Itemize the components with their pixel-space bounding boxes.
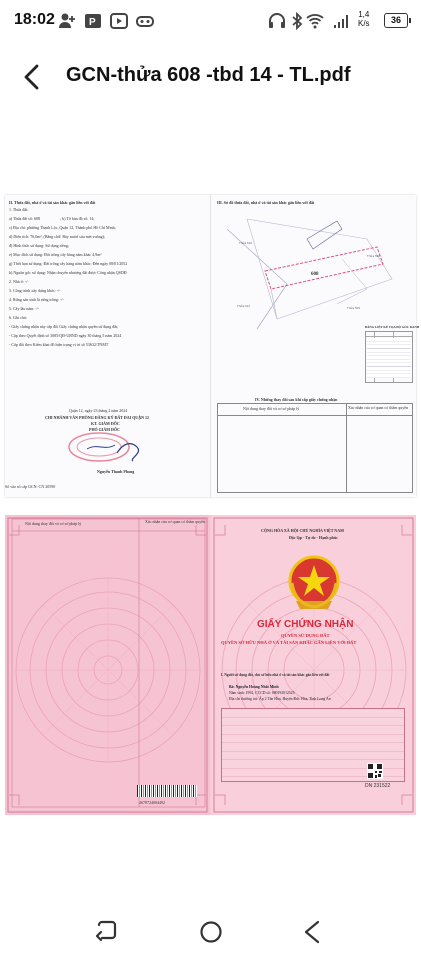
net-speed [358, 10, 370, 28]
barcode [137, 785, 197, 797]
status-time: 18:02 [14, 11, 55, 28]
signature-date: Quận 12, ngày 23 tháng 2 năm 2024 [69, 408, 128, 413]
parcel-number-label: 608 [311, 272, 319, 277]
owner-address: Địa chỉ thường trú: Ấp 2 Tân Hòa, Huyện Đức Hòa, Tỉnh Long An [229, 697, 331, 701]
app-bar [0, 52, 421, 102]
land-info-line: g) Thời hạn sử dụng: Đất trồng cây hàng năm khác: Đến ngày 08/01/2052 [9, 261, 128, 266]
recent-apps-icon[interactable] [94, 919, 120, 945]
net-speed-unit: K/s [358, 19, 370, 28]
signature-role2: PHÓ GIÁM ĐỐC [89, 427, 120, 432]
video-icon [110, 12, 128, 30]
document-title: GCN-thửa 608 -tbd 14 - TL.pdf [66, 64, 351, 86]
svg-text:Thửa 612: Thửa 612 [237, 304, 251, 308]
serial-number: DN 231522 [365, 783, 391, 789]
land-info-line: d) Diện tích: 76,0m², (Bằng chữ: Bảy mươi sáu mét vuông); [9, 234, 106, 239]
land-info-line: đ) Hình thức sử dụng: Sử dụng riêng; [9, 243, 69, 248]
section-iii-heading: III. Sơ đồ thửa đất, nhà ở và tài sản khác gắn liền với đất [217, 200, 315, 205]
battery-icon: 36 [384, 13, 408, 28]
land-info-line: a) Thửa đất số: 608 ; b) Tờ bản đồ số: 14; [9, 216, 95, 221]
motto: Độc lập - Tự do - Hạnh phúc [289, 535, 338, 540]
changes-table [217, 403, 413, 493]
back-arrow-icon[interactable] [20, 64, 46, 90]
signer-name: Nguyễn Thanh Phong [97, 469, 135, 474]
home-icon[interactable] [198, 919, 224, 945]
game-controller-icon [136, 12, 154, 30]
svg-text:Thửa 598: Thửa 598 [367, 254, 381, 258]
coords-table-title: BẢNG LIỆT KÊ TỌA ĐỘ GÓC RANH [365, 325, 420, 329]
changes-col2-header: Xác nhận của cơ quan có thẩm quyền [348, 405, 408, 410]
owner-heading: I. Người sử dụng đất, chủ sở hữu nhà ở và tài sản khác gắn liền với đất [221, 673, 330, 677]
page2-col1-header: Nội dung thay đổi và cơ sở pháp lý [25, 521, 82, 526]
person-add-icon [58, 12, 76, 30]
signature-org: CHI NHÁNH VĂN PHÒNG ĐĂNG KÝ ĐẤT ĐAI QUẬN 12 [45, 415, 149, 420]
land-info-line: 1. Thửa đất: [9, 207, 29, 212]
red-seal-stamp [67, 427, 149, 469]
land-info-line: 2. Nhà ở: -/- [9, 279, 29, 284]
national-emblem-icon [288, 553, 340, 615]
section-ii-heading: II. Thửa đất, nhà ở và tài sản khác gắn liền với đất [9, 200, 96, 205]
page2-col2-header: Xác nhận của cơ quan có thẩm quyền [145, 519, 205, 524]
land-info-line: 5. Cây lâu năm: -/- [9, 306, 40, 311]
land-info-line: - Giấy chứng nhận này cấp đổi Giấy chứng nhận quyền sử dụng đất, [9, 324, 119, 329]
net-speed-value: 1,4 [358, 10, 370, 19]
wifi-icon [306, 12, 324, 30]
section-iv-heading: IV. Những thay đổi sau khi cấp giấy chứng nhận [255, 397, 338, 402]
land-info-line: c) Địa chỉ: phường Thạnh Lộc, Quận 12, Thành phố Hồ Chí Minh; [9, 225, 116, 230]
certificate-subtitle-1: QUYỀN SỬ DỤNG ĐẤT [281, 633, 330, 638]
bluetooth-icon [288, 12, 306, 30]
pdf-page-1[interactable] [5, 195, 420, 497]
certificate-title: GIẤY CHỨNG NHẬN [257, 619, 354, 630]
land-info-line: h) Nguồn gốc sử dụng: Nhận chuyển nhượng đất được Công nhận QSDĐ [9, 270, 127, 275]
certificate-subtitle-2: QUYỀN SỞ HỮU NHÀ Ở VÀ TÀI SẢN KHÁC GẮN LIỀN VỚI ĐẤT [221, 640, 357, 645]
changes-col1-header: Nội dung thay đổi và cơ sở pháp lý [243, 406, 300, 411]
back-icon[interactable] [300, 919, 326, 945]
headset-icon [268, 12, 286, 30]
status-bar [0, 0, 421, 42]
coords-table [365, 331, 413, 383]
republic-header: CỘNG HÒA XÃ HỘI CHỦ NGHĨA VIỆT NAM [261, 528, 344, 533]
land-info-line: - Cấp đổi theo Kiểm khai đồ hiện trạng vị trí số 53632/TNMT [9, 342, 109, 347]
owner-id: Năm sinh: 1992, CCCD số: 080192012525 [229, 691, 295, 695]
signal-icon [332, 12, 350, 30]
land-info-line: 3. Công trình xây dựng khác: -/- [9, 288, 61, 293]
qr-code-icon [367, 763, 383, 779]
land-info-line: - Cập theo Quyết định số 3085/QĐ-UBND ngày 30 tháng 5 năm 2024 [9, 333, 122, 338]
land-info-line: 6. Ghi chú: [9, 315, 27, 320]
book-number: Số vào sổ cấp GCN: CN 20590 [5, 484, 56, 489]
page-divider [210, 195, 211, 497]
navigation-bar [0, 905, 421, 960]
svg-text:P: P [89, 17, 96, 28]
land-info-line: e) Mục đích sử dụng: Đất trồng cây hàng năm khác 4,9m² [9, 252, 102, 257]
land-info-line: 4. Rừng sản xuất là rừng trồng: -/- [9, 297, 64, 302]
signature-role: KT. GIÁM ĐỐC [91, 421, 120, 426]
svg-text:Thửa 610: Thửa 610 [239, 241, 253, 245]
pdf-page-2[interactable] [5, 515, 416, 815]
svg-text:Thửa 520: Thửa 520 [347, 306, 361, 310]
parking-icon [84, 12, 102, 30]
owner-name: Bà: Nguyễn Hoàng Nhất Minh [229, 685, 279, 689]
barcode-number: 2678724004492 [139, 800, 165, 805]
